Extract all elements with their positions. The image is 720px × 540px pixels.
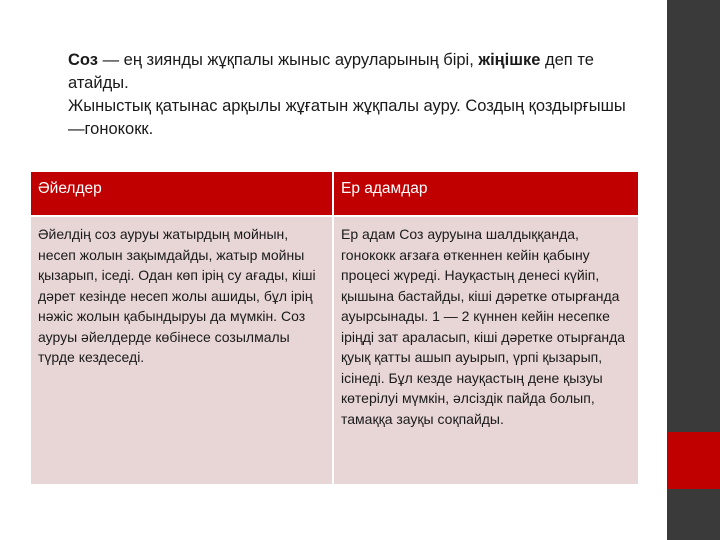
- header-women: Әйелдер: [31, 172, 333, 216]
- intro-text: [68, 49, 638, 141]
- alt-term-word: жіңішке: [478, 51, 541, 69]
- term-word: Соз: [68, 51, 98, 69]
- table-header-row: [31, 172, 638, 216]
- table-row: [31, 216, 638, 484]
- cell-women-description: Әйелдің соз ауруы жатырдың мойнын, несеп жолын зақымдайды, жатыр мойны қызарып, іседі. Одан көп ірің су ағады, кіші дәрет кезінде несеп жолы ашиды, бұл ірің нәжіс жолын қабындыруы да мүмкін. Соз ауруы әйелдерде көбінесе созылмалы түрде кездеседі.: [31, 216, 333, 484]
- intro-definition: — ең зиянды жұқпалы жыныс ауруларының бірі,: [97, 51, 479, 69]
- intro-definition-end: деп те атайды.: [68, 51, 594, 92]
- side-accent: [667, 432, 720, 489]
- intro-paragraph-2: Жыныстық қатынас арқылы жұғатын жұқпалы ауру. Создың қоздырғышы —гонококк.: [68, 97, 626, 138]
- comparison-table: [31, 172, 638, 484]
- header-men: Ер адамдар: [333, 172, 638, 216]
- intro-paragraph-1: [68, 49, 638, 95]
- cell-men-description: Ер адам Соз ауруына шалдыққанда, гонококк ағзаға өткеннен кейін қабыну процесі жүреді. Науқастың денесі күйіп, қышына бастайды, кіші дәретке отырғанда ауырсынады. 1 — 2 күннен кейін несепке іріңді зат араласып, кіші дәретке отырғанда қуық қатты ашып ауырып, үрпі қызарып, ісінеді. Бұл кезде науқастың дене қызуы көтерілуі мүмкін, әлсіздік пайда болып, тамаққа зауқы соқпайды.: [333, 216, 638, 484]
